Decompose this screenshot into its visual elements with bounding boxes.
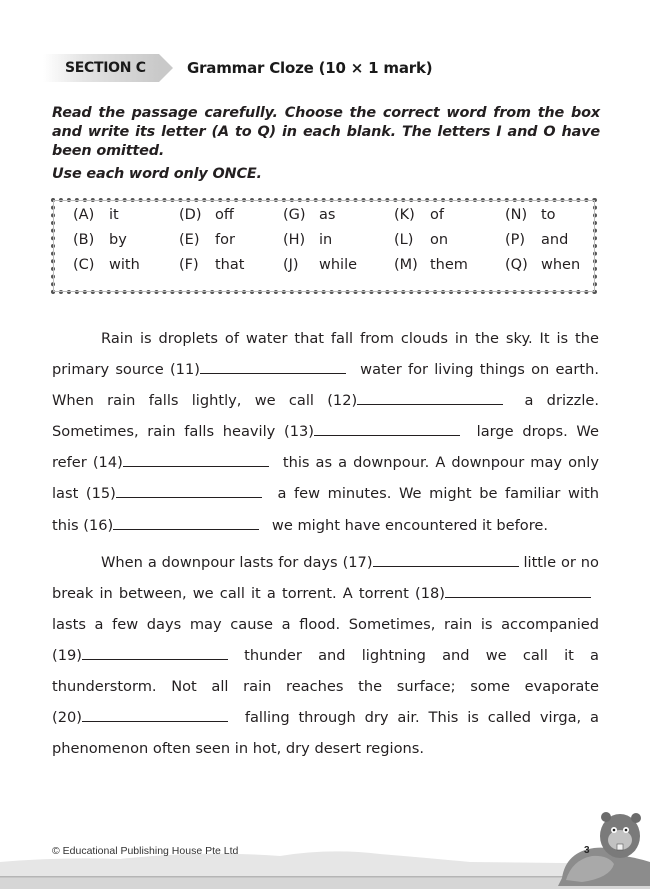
word-option	[394, 257, 505, 282]
passage	[52, 323, 599, 764]
passage-text: When a downpour lasts for days	[101, 553, 343, 571]
option-letter: (Q)	[505, 257, 528, 273]
word-option	[179, 207, 283, 232]
option-letter: (B)	[73, 232, 95, 248]
copyright-notice: © Educational Publishing House Pte Ltd	[52, 845, 239, 857]
option-word: of	[430, 207, 444, 223]
answer-line[interactable]	[373, 565, 519, 567]
option-letter: (F)	[179, 257, 199, 273]
passage-text: large drops. We refer	[52, 423, 599, 472]
word-option	[73, 232, 179, 257]
passage-text: lasts a few days may cause a flood. Sometimes, rain is accompanied	[52, 615, 599, 633]
passage-text: falling through dry air. This is called virga, a phenomenon often seen in hot, dry desert regions.	[52, 709, 599, 758]
blank-number: (17)	[342, 553, 373, 571]
paragraph-1	[52, 323, 599, 541]
option-letter: (G)	[283, 207, 306, 223]
passage-text: Rain is droplets of water that fall from clouds in the sky. It is the primary source	[52, 330, 599, 379]
blank-number: (19)	[52, 646, 82, 664]
option-letter: (M)	[394, 257, 418, 273]
answer-line[interactable]	[123, 465, 269, 467]
passage-text: water for living things on earth. When rain falls lightly, we call	[52, 361, 599, 410]
answer-line[interactable]	[357, 403, 503, 405]
word-option	[179, 232, 283, 257]
option-word: with	[109, 257, 140, 273]
option-word: them	[430, 257, 468, 273]
word-option	[283, 207, 394, 232]
paragraph-2	[52, 547, 599, 765]
blank-number: (16)	[83, 516, 114, 534]
option-letter: (J)	[283, 257, 299, 273]
option-word: as	[319, 207, 336, 223]
word-option	[505, 257, 605, 282]
option-word: in	[319, 232, 333, 248]
word-option	[505, 207, 605, 232]
answer-line[interactable]	[116, 496, 262, 498]
word-option	[394, 232, 505, 257]
answer-line[interactable]	[82, 720, 228, 722]
blank-18[interactable]	[415, 585, 599, 602]
blank-15[interactable]	[86, 485, 270, 502]
option-word: that	[215, 257, 245, 273]
blank-20[interactable]	[52, 709, 236, 726]
option-word: on	[430, 232, 449, 248]
passage-text: this as a downpour. A downpour may only last	[52, 454, 599, 503]
option-word: when	[541, 257, 581, 273]
blank-number: (15)	[85, 485, 116, 503]
word-grid	[73, 207, 605, 282]
word-option	[283, 257, 394, 282]
page-number: 3	[584, 845, 590, 856]
blank-number: (18)	[415, 584, 445, 602]
instructions-main: Read the passage carefully. Choose the correct word from the box and write its letter (A to Q) in each blank. The letters I and O have been omitted.	[52, 105, 600, 159]
passage-text: thunder and lightning and we call it a thunderstorm. Not all rain reaches the surface; some evaporate	[52, 646, 599, 696]
option-letter: (H)	[283, 232, 306, 248]
option-word: for	[215, 232, 235, 248]
instructions	[52, 104, 600, 184]
blank-19[interactable]	[52, 647, 228, 664]
option-letter: (P)	[505, 232, 526, 248]
option-letter: (A)	[73, 207, 95, 223]
answer-line[interactable]	[314, 434, 460, 436]
word-option	[179, 257, 283, 282]
option-word: off	[215, 207, 234, 223]
option-letter: (D)	[179, 207, 202, 223]
blank-11[interactable]	[170, 361, 354, 378]
option-letter: (N)	[505, 207, 528, 223]
passage-text: we might have encountered it before.	[267, 516, 548, 534]
answer-line[interactable]	[445, 596, 591, 598]
blank-13[interactable]	[284, 423, 468, 440]
word-option	[73, 257, 179, 282]
answer-line[interactable]	[200, 372, 346, 374]
blank-16[interactable]	[83, 517, 267, 534]
blank-14[interactable]	[93, 454, 277, 471]
option-word: and	[541, 232, 569, 248]
word-option	[283, 232, 394, 257]
blank-number: (20)	[52, 709, 82, 727]
word-option	[394, 207, 505, 232]
option-word: while	[319, 257, 358, 273]
blank-number: (12)	[327, 392, 358, 410]
section-label: SECTION C	[43, 54, 159, 82]
blank-number: (14)	[92, 454, 123, 472]
beaver-mascot-icon	[552, 808, 650, 889]
passage-text: a few minutes. We might be familiar with this	[52, 485, 599, 534]
passage-text: a drizzle. Sometimes, rain falls heavily	[52, 392, 599, 441]
section-header	[43, 54, 432, 82]
word-box	[51, 198, 597, 294]
section-title: Grammar Cloze (10 × 1 mark)	[187, 59, 433, 77]
blank-number: (11)	[169, 361, 200, 379]
option-letter: (C)	[73, 257, 95, 273]
option-letter: (K)	[394, 207, 415, 223]
option-word: it	[109, 207, 119, 223]
option-letter: (E)	[179, 232, 200, 248]
passage-text: little or no break in between, we call it a torrent. A torrent	[52, 553, 599, 602]
word-option	[505, 232, 605, 257]
blank-number: (13)	[284, 423, 314, 441]
option-word: by	[109, 232, 127, 248]
blank-12[interactable]	[327, 392, 511, 409]
option-letter: (L)	[394, 232, 414, 248]
answer-line[interactable]	[82, 658, 228, 660]
instructions-note: Use each word only ONCE.	[52, 166, 262, 182]
option-word: to	[541, 207, 556, 223]
word-option	[73, 207, 179, 232]
blank-17[interactable]	[343, 554, 519, 571]
answer-line[interactable]	[113, 528, 259, 530]
